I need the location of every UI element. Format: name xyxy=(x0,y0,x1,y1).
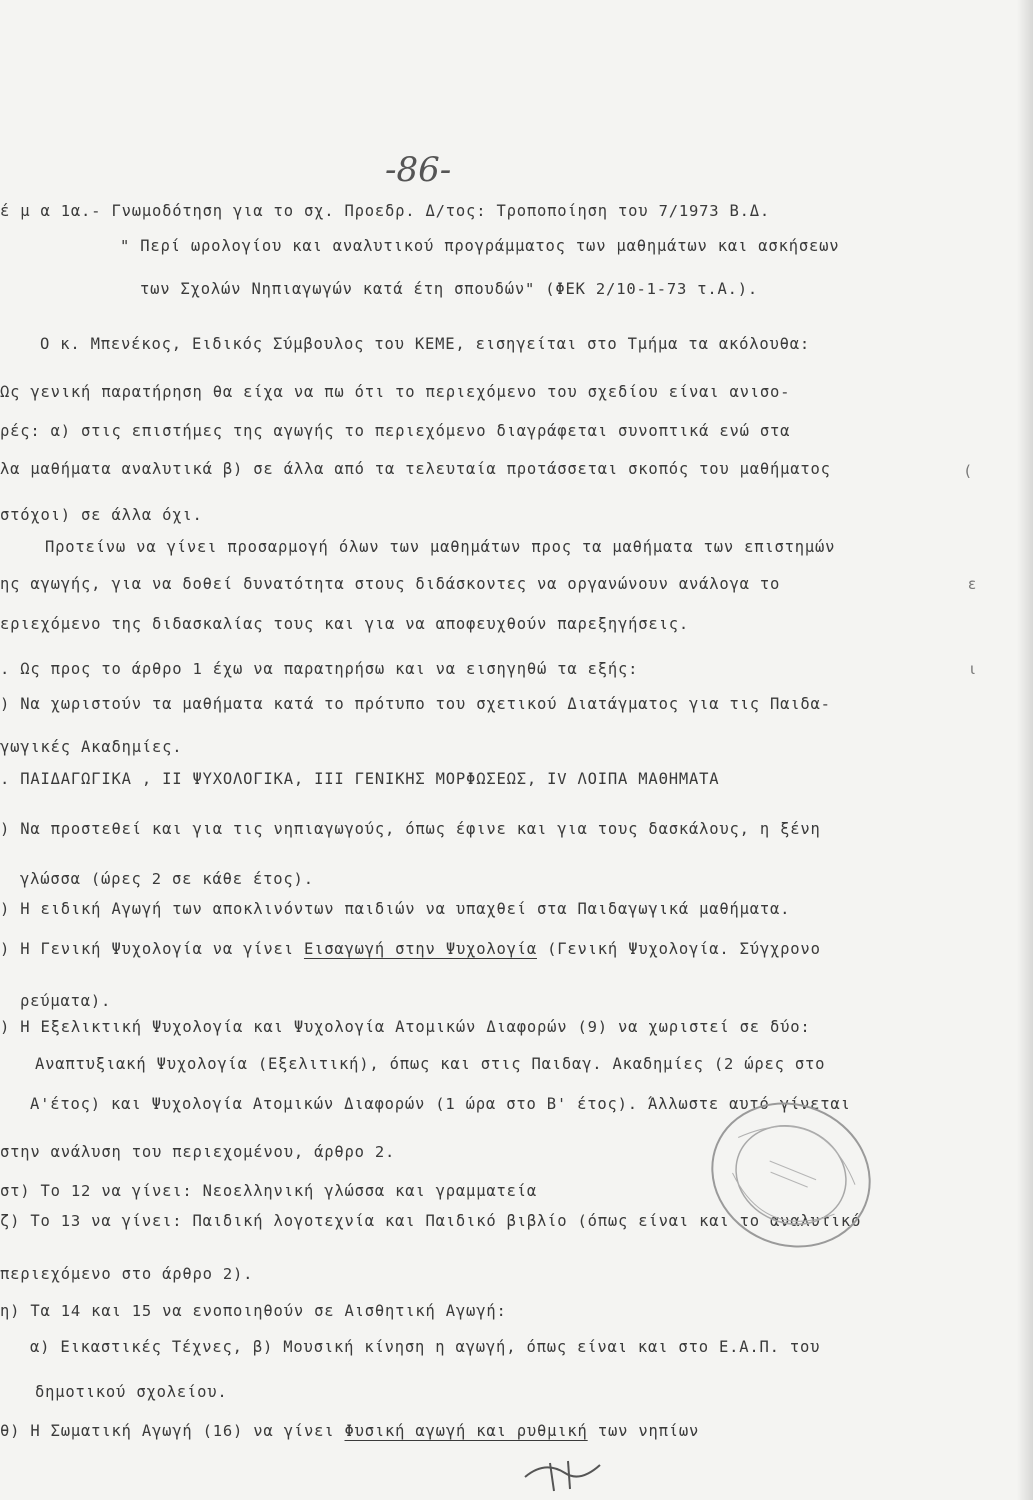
text-segment: ) Η Γενική Ψυχολογία να γίνει xyxy=(0,940,294,958)
text-line: ης αγωγής, για να δοθεί δυνατότητα στους διδάσκοντες να οργανώνουν ανάλογα το xyxy=(0,575,781,593)
text-line: εριεχόμενο της διδασκαλίας τους και για να αποφευχθούν παρεξηγήσεις. xyxy=(0,615,689,633)
heading-line: έ μ α 1α.- Γνωμοδότηση για το σχ. Προεδρ. Δ/τος: Τροποποίηση του 7/1973 Β.Δ. xyxy=(0,202,771,220)
margin-mark: ι xyxy=(970,660,976,678)
handwritten-mark-icon xyxy=(520,1455,610,1495)
text-line: περιεχόμενο στο άρθρο 2). xyxy=(0,1265,254,1283)
text-line: ρές: α) στις επιστήμες της αγωγής το περιεχόμενο διαγράφεται συνοπτικά ενώ στα xyxy=(0,422,791,440)
text-line: ) Να προστεθεί και για τις νηπιαγωγούς, όπως έφινε και για τους δασκάλους, η ξένη xyxy=(0,820,821,838)
text-line: στην ανάλυση του περιεχομένου, άρθρο 2. xyxy=(0,1143,396,1161)
underlined-phrase: Φυσική αγωγή και ρυθμική xyxy=(344,1422,588,1440)
underlined-phrase: Εισαγωγή στην Ψυχολογία xyxy=(303,940,537,958)
text-line: στ) Το 12 να γίνει: Νεοελληνική γλώσσα και γραμματεία xyxy=(0,1182,537,1200)
page-number: -86- xyxy=(385,150,452,190)
text-line: Ως γενική παρατήρηση θα είχα να πω ότι το περιεχόμενο του σχεδίου είναι ανισο- xyxy=(0,383,791,401)
section-headings-line: . ΠΑΙΔΑΓΩΓΙΚΑ , ΙΙ ΨΥΧΟΛΟΓΙΚΑ, ΙΙΙ ΓΕΝΙΚΗΣ ΜΟΡΦΩΣΕΩΣ, ΙV ΛΟΙΠΑ ΜΑΘΗΜΑΤΑ xyxy=(0,770,720,788)
text-line: Προτείνω να γίνει προσαρμογή όλων των μαθημάτων προς τα μαθήματα των επιστημών xyxy=(45,538,836,556)
text-line: ) Η Εξελικτική Ψυχολογία και Ψυχολογία Ατομικών Διαφορών (9) να χωριστεί σε δύο: xyxy=(0,1018,811,1036)
text-segment: των νηπίων xyxy=(597,1422,700,1440)
text-segment: θ) Η Σωματική Αγωγή (16) να γίνει xyxy=(0,1422,335,1440)
text-segment: (Γενική Ψυχολογία. Σύγχρονο xyxy=(547,940,821,958)
text-line: γωγικές Ακαδημίες. xyxy=(0,738,183,756)
margin-mark: ( xyxy=(965,462,971,480)
text-line: α) Εικαστικές Τέχνες, β) Μουσική κίνηση η αγωγή, όπως είναι και στο Ε.Α.Π. του xyxy=(30,1338,821,1356)
text-line: . Ως προς το άρθρο 1 έχω να παρατηρήσω και να εισηγηθώ τα εξής: xyxy=(0,660,639,678)
text-line: των Σχολών Νηπιαγωγών κατά έτη σπουδών" (ΦΕΚ 2/10-1-73 τ.Α.). xyxy=(140,280,759,298)
text-line: γλώσσα (ώρες 2 σε κάθε έτος). xyxy=(20,870,314,888)
text-line: " Περί ωρολογίου και αναλυτικού προγράμματος των μαθημάτων και ασκήσεων xyxy=(120,237,840,255)
text-line: Αναπτυξιακή Ψυχολογία (Εξελιτική), όπως και στις Παιδαγ. Ακαδημίες (2 ώρες στο xyxy=(35,1055,826,1073)
text-line: ρεύματα). xyxy=(20,992,112,1010)
text-line: λα μαθήματα αναλυτικά β) σε άλλα από τα τελευταία προτάσσεται σκοπός του μαθήματος xyxy=(0,460,831,478)
text-line: η) Τα 14 και 15 να ενοποιηθούν σε Αισθητική Αγωγή: xyxy=(0,1302,507,1320)
text-line: ζ) Το 13 να γίνει: Παιδική λογοτεχνία και Παιδικό βιβλίο (όπως είναι και το αναλυτικό xyxy=(0,1212,862,1230)
margin-mark: ε xyxy=(968,575,977,593)
text-line: στόχοι) σε άλλα όχι. xyxy=(0,506,203,524)
text-line-with-underline xyxy=(0,1422,699,1440)
page-edge-shadow xyxy=(1017,0,1033,1500)
text-line: ) Η ειδική Αγωγή των αποκλινόντων παιδιών να υπαχθεί στα Παιδαγωγικά μαθήματα. xyxy=(0,900,791,918)
text-line: δημοτικού σχολείου. xyxy=(35,1383,228,1401)
text-line-with-underline xyxy=(0,940,821,958)
text-line: Ο κ. Μπενέκος, Ειδικός Σύμβουλος του ΚΕΜΕ, εισηγείται στο Τμήμα τα ακόλουθα: xyxy=(40,335,811,353)
text-line: ) Να χωριστούν τα μαθήματα κατά το πρότυπο του σχετικού Διατάγματος για τις Παιδα- xyxy=(0,695,831,713)
text-line: Α'έτος) και Ψυχολογία Ατομικών Διαφορών (1 ώρα στο Β' έτος). Άλλωστε αυτό γίνεται xyxy=(30,1095,851,1113)
